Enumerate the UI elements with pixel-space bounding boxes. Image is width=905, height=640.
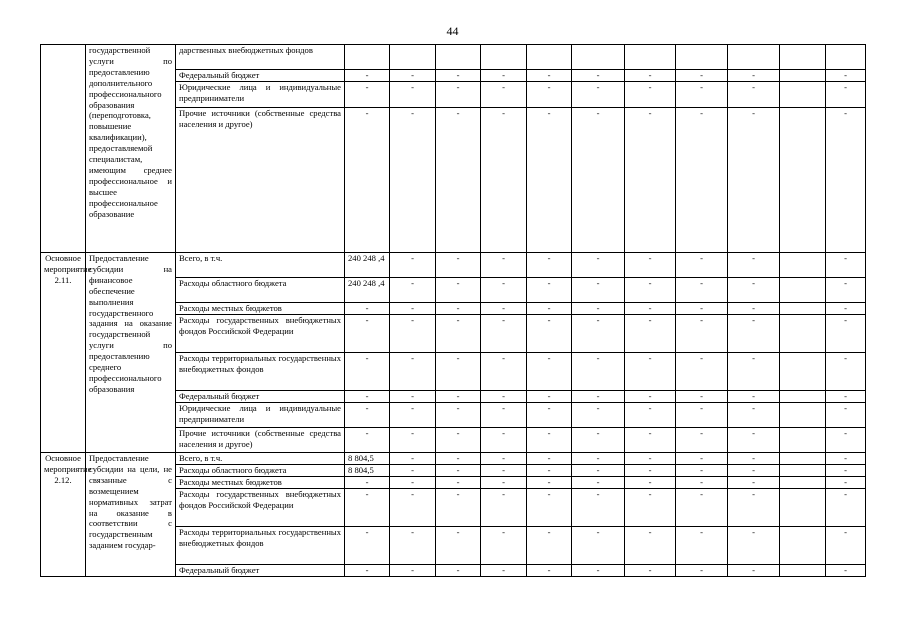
year-amount-cell: - — [390, 391, 436, 403]
year-amount-cell: - — [676, 428, 728, 453]
year-amount-cell: - — [436, 465, 481, 477]
year-amount-cell: - — [728, 82, 780, 108]
year-amount-cell: - — [481, 315, 527, 353]
year-amount-cell: - — [436, 70, 481, 82]
funding-source-cell: Расходы государственных внебюджетных фондов Российской Федерации — [176, 489, 345, 527]
year-amount-cell: - — [676, 278, 728, 303]
funding-source-cell: Прочие источники (собственные средства населения и другое) — [176, 108, 345, 253]
year-amount-cell: - — [390, 108, 436, 253]
year-amount-cell: - — [676, 303, 728, 315]
year-amount-cell: - — [436, 353, 481, 391]
year-amount-cell: - — [625, 278, 676, 303]
year-amount-cell: - — [676, 465, 728, 477]
year-amount-cell: - — [527, 278, 572, 303]
year-amount-cell: - — [572, 253, 625, 278]
year-amount-cell: - — [572, 489, 625, 527]
year-amount-cell: - — [481, 278, 527, 303]
event-description-cell: государственной услуги по предоставлению дополнительного профессионального образования (переподготовка, повышение квалификации), предоставляемой специалистам, имеющим среднее профессиональное и высшее профессиональное образование — [86, 45, 176, 253]
amount-cell: - — [345, 527, 390, 565]
year-amount-cell: - — [676, 82, 728, 108]
year-amount-cell: - — [527, 108, 572, 253]
amount-cell — [345, 45, 390, 70]
funding-source-cell: Расходы территориальных государственных внебюджетных фондов — [176, 527, 345, 565]
year-amount-cell: - — [572, 108, 625, 253]
year-amount-cell: - — [728, 278, 780, 303]
year-amount-cell: - — [481, 303, 527, 315]
amount-cell: 8 804,5 — [345, 465, 390, 477]
year-amount-cell: - — [625, 428, 676, 453]
funding-source-cell: Расходы областного бюджета — [176, 278, 345, 303]
year-amount-cell: - — [390, 278, 436, 303]
year-amount-cell: - — [527, 465, 572, 477]
year-amount-cell: - — [390, 477, 436, 489]
year-amount-cell — [780, 391, 826, 403]
year-amount-cell: - — [390, 565, 436, 577]
year-amount-cell: - — [481, 82, 527, 108]
year-amount-cell — [780, 315, 826, 353]
year-amount-cell: - — [826, 315, 866, 353]
funding-source-cell: Расходы местных бюджетов — [176, 303, 345, 315]
event-description-cell: Предоставление субсидии на цели, не связанные с возмещением нормативных затрат на оказание в соответствии с государственным заданием государ- — [86, 453, 176, 577]
year-amount-cell: - — [390, 315, 436, 353]
year-amount-cell: - — [527, 353, 572, 391]
year-amount-cell: - — [527, 303, 572, 315]
amount-cell: - — [345, 303, 390, 315]
year-amount-cell — [780, 253, 826, 278]
amount-cell: - — [345, 315, 390, 353]
year-amount-cell — [780, 428, 826, 453]
year-amount-cell: - — [481, 477, 527, 489]
year-amount-cell: - — [527, 403, 572, 428]
year-amount-cell: - — [436, 303, 481, 315]
funding-source-cell: Всего, в т.ч. — [176, 253, 345, 278]
year-amount-cell: - — [826, 303, 866, 315]
year-amount-cell: - — [676, 403, 728, 428]
amount-cell: - — [345, 108, 390, 253]
year-amount-cell: - — [481, 391, 527, 403]
funding-source-cell: Прочие источники (собственные средства населения и другое) — [176, 428, 345, 453]
year-amount-cell: - — [390, 353, 436, 391]
year-amount-cell: - — [676, 453, 728, 465]
year-amount-cell: - — [728, 527, 780, 565]
funding-source-cell: Расходы областного бюджета — [176, 465, 345, 477]
year-amount-cell: - — [572, 278, 625, 303]
year-amount-cell: - — [481, 565, 527, 577]
year-amount-cell: - — [625, 403, 676, 428]
funding-source-cell: Юридические лица и индивидуальные предприниматели — [176, 82, 345, 108]
year-amount-cell: - — [676, 489, 728, 527]
year-amount-cell — [780, 70, 826, 82]
funding-source-cell: Федеральный бюджет — [176, 565, 345, 577]
year-amount-cell: - — [728, 465, 780, 477]
year-amount-cell — [780, 453, 826, 465]
amount-cell: - — [345, 82, 390, 108]
year-amount-cell: - — [728, 108, 780, 253]
year-amount-cell: - — [436, 82, 481, 108]
funding-source-cell: Расходы местных бюджетов — [176, 477, 345, 489]
year-amount-cell: - — [527, 527, 572, 565]
year-amount-cell: - — [527, 70, 572, 82]
event-description-cell: Предоставление субсидии на финансовое обеспечение выполнения государственного задания на оказание государственной услуги по предоставлению среднего профессионального образования — [86, 253, 176, 453]
year-amount-cell: - — [572, 428, 625, 453]
year-amount-cell: - — [527, 391, 572, 403]
year-amount-cell: - — [572, 477, 625, 489]
year-amount-cell: - — [728, 565, 780, 577]
year-amount-cell: - — [481, 253, 527, 278]
year-amount-cell: - — [728, 403, 780, 428]
funding-source-cell: Федеральный бюджет — [176, 391, 345, 403]
year-amount-cell — [780, 489, 826, 527]
year-amount-cell: - — [390, 403, 436, 428]
year-amount-cell: - — [436, 489, 481, 527]
year-amount-cell: - — [826, 82, 866, 108]
amount-cell: - — [345, 391, 390, 403]
year-amount-cell: - — [481, 453, 527, 465]
year-amount-cell: - — [826, 428, 866, 453]
year-amount-cell: - — [572, 315, 625, 353]
year-amount-cell: - — [676, 527, 728, 565]
year-amount-cell: - — [826, 278, 866, 303]
year-amount-cell: - — [390, 70, 436, 82]
year-amount-cell: - — [676, 353, 728, 391]
year-amount-cell: - — [436, 477, 481, 489]
budget-table — [40, 44, 866, 577]
year-amount-cell: - — [625, 527, 676, 565]
year-amount-cell: - — [436, 565, 481, 577]
year-amount-cell: - — [625, 489, 676, 527]
year-amount-cell — [826, 45, 866, 70]
year-amount-cell — [390, 45, 436, 70]
year-amount-cell: - — [572, 70, 625, 82]
year-amount-cell: - — [390, 82, 436, 108]
year-amount-cell — [676, 45, 728, 70]
budget-table-body — [41, 45, 866, 577]
year-amount-cell: - — [436, 253, 481, 278]
year-amount-cell: - — [390, 489, 436, 527]
year-amount-cell: - — [676, 477, 728, 489]
year-amount-cell: - — [826, 565, 866, 577]
year-amount-cell: - — [436, 428, 481, 453]
year-amount-cell: - — [625, 477, 676, 489]
table-row — [41, 253, 866, 278]
funding-source-cell: дарственных внебюджетных фондов — [176, 45, 345, 70]
year-amount-cell: - — [481, 70, 527, 82]
year-amount-cell: - — [826, 465, 866, 477]
year-amount-cell: - — [625, 70, 676, 82]
year-amount-cell: - — [826, 453, 866, 465]
year-amount-cell: - — [676, 565, 728, 577]
year-amount-cell: - — [481, 403, 527, 428]
year-amount-cell: - — [390, 253, 436, 278]
year-amount-cell — [780, 45, 826, 70]
year-amount-cell: - — [826, 253, 866, 278]
year-amount-cell: - — [728, 303, 780, 315]
year-amount-cell — [625, 45, 676, 70]
year-amount-cell: - — [826, 403, 866, 428]
funding-source-cell: Федеральный бюджет — [176, 70, 345, 82]
page-number: 44 — [446, 24, 459, 38]
year-amount-cell: - — [676, 315, 728, 353]
year-amount-cell: - — [572, 565, 625, 577]
amount-cell: - — [345, 403, 390, 428]
year-amount-cell: - — [481, 527, 527, 565]
amount-cell: - — [345, 353, 390, 391]
year-amount-cell: - — [436, 403, 481, 428]
year-amount-cell: - — [625, 315, 676, 353]
year-amount-cell: - — [436, 453, 481, 465]
year-amount-cell: - — [527, 82, 572, 108]
year-amount-cell: - — [826, 108, 866, 253]
year-amount-cell: - — [625, 108, 676, 253]
year-amount-cell: - — [625, 253, 676, 278]
funding-source-cell: Всего, в т.ч. — [176, 453, 345, 465]
year-amount-cell: - — [728, 315, 780, 353]
event-number-cell: Основное мероприятие 2.11. — [41, 253, 86, 453]
amount-cell: 240 248 ,4 — [345, 278, 390, 303]
year-amount-cell: - — [436, 278, 481, 303]
year-amount-cell: - — [728, 428, 780, 453]
year-amount-cell: - — [572, 303, 625, 315]
year-amount-cell: - — [527, 315, 572, 353]
year-amount-cell: - — [826, 489, 866, 527]
year-amount-cell: - — [728, 391, 780, 403]
year-amount-cell: - — [527, 253, 572, 278]
year-amount-cell: - — [390, 428, 436, 453]
funding-source-cell: Расходы территориальных государственных внебюджетных фондов — [176, 353, 345, 391]
year-amount-cell: - — [527, 477, 572, 489]
year-amount-cell: - — [572, 403, 625, 428]
year-amount-cell: - — [436, 391, 481, 403]
year-amount-cell: - — [481, 465, 527, 477]
year-amount-cell: - — [826, 477, 866, 489]
year-amount-cell: - — [572, 527, 625, 565]
year-amount-cell — [527, 45, 572, 70]
year-amount-cell: - — [625, 453, 676, 465]
year-amount-cell: - — [436, 315, 481, 353]
year-amount-cell — [481, 45, 527, 70]
year-amount-cell: - — [625, 353, 676, 391]
year-amount-cell — [780, 278, 826, 303]
year-amount-cell: - — [826, 353, 866, 391]
amount-cell: - — [345, 70, 390, 82]
event-number-cell: Основное мероприятие 2.12. — [41, 453, 86, 577]
year-amount-cell: - — [625, 303, 676, 315]
year-amount-cell — [780, 303, 826, 315]
amount-cell: - — [345, 428, 390, 453]
year-amount-cell: - — [728, 477, 780, 489]
year-amount-cell — [780, 82, 826, 108]
year-amount-cell: - — [481, 353, 527, 391]
year-amount-cell: - — [436, 108, 481, 253]
year-amount-cell — [436, 45, 481, 70]
year-amount-cell — [780, 527, 826, 565]
amount-cell: - — [345, 477, 390, 489]
year-amount-cell: - — [826, 527, 866, 565]
amount-cell: 240 248 ,4 — [345, 253, 390, 278]
year-amount-cell — [780, 353, 826, 391]
year-amount-cell: - — [390, 453, 436, 465]
year-amount-cell: - — [676, 391, 728, 403]
year-amount-cell: - — [527, 489, 572, 527]
year-amount-cell: - — [625, 82, 676, 108]
year-amount-cell: - — [728, 70, 780, 82]
table-row — [41, 45, 866, 70]
year-amount-cell — [780, 477, 826, 489]
year-amount-cell: - — [676, 253, 728, 278]
amount-cell: 8 804,5 — [345, 453, 390, 465]
year-amount-cell: - — [481, 489, 527, 527]
year-amount-cell: - — [572, 391, 625, 403]
event-number-cell — [41, 45, 86, 253]
year-amount-cell: - — [625, 565, 676, 577]
year-amount-cell: - — [625, 391, 676, 403]
year-amount-cell: - — [390, 303, 436, 315]
year-amount-cell: - — [481, 428, 527, 453]
year-amount-cell: - — [676, 108, 728, 253]
table-row — [41, 453, 866, 465]
year-amount-cell: - — [728, 253, 780, 278]
year-amount-cell: - — [728, 489, 780, 527]
year-amount-cell: - — [436, 527, 481, 565]
year-amount-cell — [780, 465, 826, 477]
year-amount-cell — [780, 565, 826, 577]
year-amount-cell: - — [572, 453, 625, 465]
year-amount-cell: - — [527, 453, 572, 465]
year-amount-cell — [780, 403, 826, 428]
amount-cell: - — [345, 489, 390, 527]
year-amount-cell: - — [572, 465, 625, 477]
year-amount-cell: - — [572, 82, 625, 108]
year-amount-cell: - — [826, 70, 866, 82]
year-amount-cell: - — [625, 465, 676, 477]
year-amount-cell — [728, 45, 780, 70]
amount-cell: - — [345, 565, 390, 577]
year-amount-cell: - — [728, 453, 780, 465]
funding-source-cell: Юридические лица и индивидуальные предприниматели — [176, 403, 345, 428]
year-amount-cell: - — [390, 465, 436, 477]
year-amount-cell: - — [390, 527, 436, 565]
funding-source-cell: Расходы государственных внебюджетных фондов Российской Федерации — [176, 315, 345, 353]
year-amount-cell — [572, 45, 625, 70]
year-amount-cell: - — [481, 108, 527, 253]
year-amount-cell: - — [527, 565, 572, 577]
year-amount-cell: - — [572, 353, 625, 391]
year-amount-cell: - — [527, 428, 572, 453]
year-amount-cell: - — [728, 353, 780, 391]
year-amount-cell: - — [676, 70, 728, 82]
year-amount-cell — [780, 108, 826, 253]
year-amount-cell: - — [826, 391, 866, 403]
